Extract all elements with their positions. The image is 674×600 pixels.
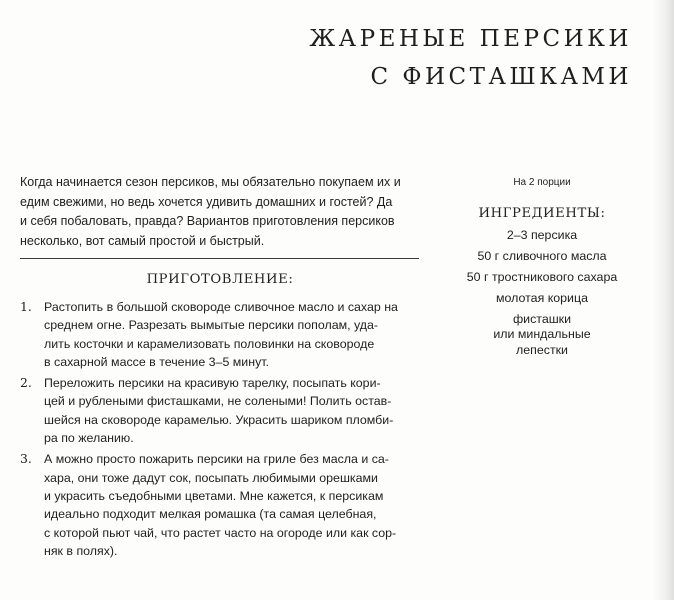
step-text xyxy=(44,298,425,371)
recipe-title-line-2: С ФИСТАШКАМИ xyxy=(370,64,632,90)
ingredient-line: или миндальные xyxy=(493,327,591,342)
step-line: Растопить в большой сковороде сливочное масло и сахар на xyxy=(44,300,398,314)
ingredient-line: 50 г сливочного масла xyxy=(477,249,607,263)
step-line: и украсить съедобными цветами. Мне кажется, к персикам xyxy=(44,488,384,503)
step-item-1 xyxy=(20,298,425,371)
ingredient-item xyxy=(432,228,652,243)
step-line: с которой пьют чай, что растет часто на огороде или как сор- xyxy=(44,525,397,540)
ingredient-item xyxy=(432,270,652,285)
ingredient-item xyxy=(432,312,652,358)
step-line: цей и рублеными фисташками, не солеными! Полить остав- xyxy=(44,394,392,409)
step-number: 3. xyxy=(20,451,32,467)
ingredient-line: 50 г тростникового сахара xyxy=(466,270,618,284)
step-text xyxy=(44,450,425,560)
intro-line: едим свежими, но ведь хочется удивить домашних и гостей? Да xyxy=(20,194,393,209)
ingredients-heading: ИНГРЕДИЕНТЫ: xyxy=(478,206,606,221)
preparation-heading: ПРИГОТОВЛЕНИЕ: xyxy=(146,272,294,287)
ingredient-line: 2–3 персика xyxy=(506,228,578,242)
step-line: среднем огне. Разрезать вымытые персики пополам, уда- xyxy=(44,318,379,333)
ingredient-line: молотая корица xyxy=(496,291,588,305)
step-line: в сахарной массе в течение 3–5 минут. xyxy=(44,354,270,369)
step-line: идеально подходит мелкая ромашка (та самая целебная, xyxy=(44,507,377,522)
ingredient-line: лепестки xyxy=(516,342,568,357)
ingredient-line: фисташки xyxy=(512,312,572,326)
intro-line: несколько, вот самый простой и быстрый. xyxy=(20,233,265,248)
ingredient-item xyxy=(432,249,652,264)
step-line: лить косточки и карамелизовать половинки на сковороде xyxy=(44,336,375,351)
step-line: Переложить персики на красивую тарелку, посыпать кори- xyxy=(44,376,381,391)
servings-note: На 2 порции xyxy=(513,177,571,188)
step-line: А можно просто пожарить персики на гриле без масла и са- xyxy=(44,452,389,467)
step-item-2 xyxy=(20,374,425,447)
intro-paragraph xyxy=(20,173,420,251)
step-line: няк в полях). xyxy=(44,543,118,558)
step-text xyxy=(44,374,425,447)
step-line: шейся на сковороде карамелью. Украсить шариком пломби- xyxy=(44,412,394,427)
page-edge-shadow xyxy=(652,0,674,600)
recipe-title-line-1: ЖАРЕНЫЕ ПЕРСИКИ xyxy=(309,26,632,52)
step-number: 2. xyxy=(20,375,32,391)
step-item-3 xyxy=(20,450,425,560)
ingredients-list xyxy=(432,228,652,364)
section-divider xyxy=(20,258,419,259)
preparation-steps xyxy=(20,298,425,560)
ingredient-item xyxy=(432,291,652,306)
intro-line: и себя побаловать, правда? Вариантов приготовления персиков xyxy=(20,214,395,229)
step-number: 1. xyxy=(20,299,32,314)
intro-line: Когда начинается сезон персиков, мы обязательно покупаем их и xyxy=(20,175,401,189)
step-line: хара, они тоже дадут сок, посыпать любимыми орешками xyxy=(44,470,378,485)
step-line: ра по желанию. xyxy=(44,431,134,446)
recipe-title xyxy=(232,20,632,96)
